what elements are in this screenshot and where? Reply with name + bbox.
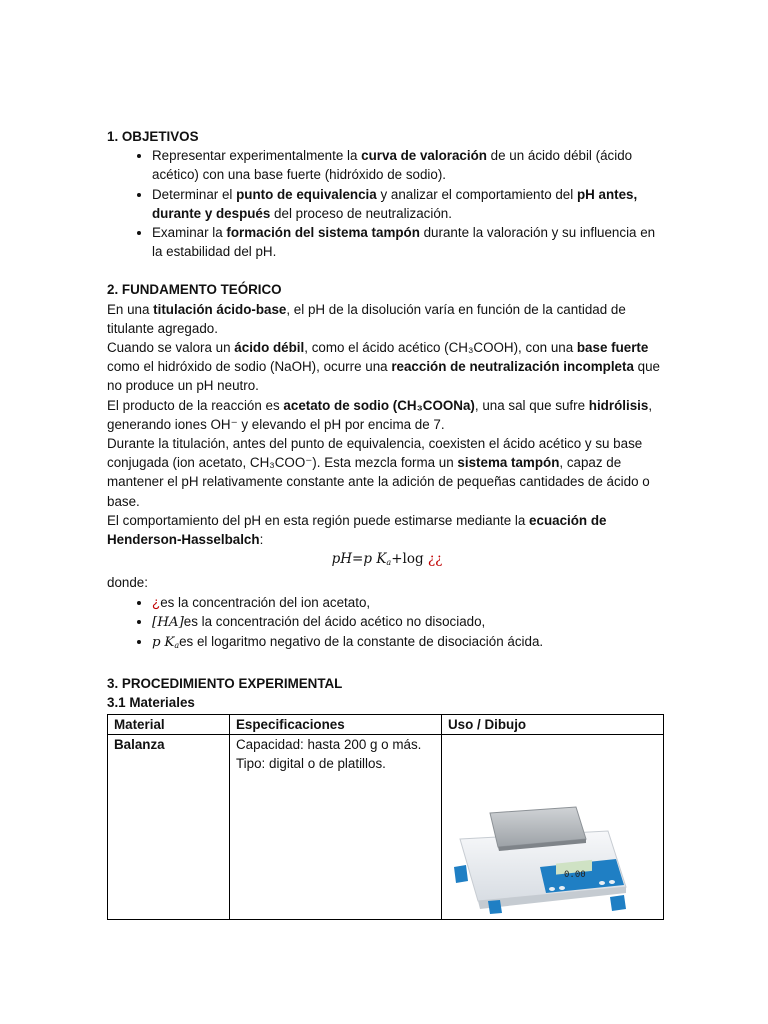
column-header-material: Material — [108, 714, 230, 734]
list-item: • [HA]es la concentración del ácido acético no disociado, — [152, 612, 667, 632]
materials-subheading: 3.1 Materiales — [107, 695, 195, 711]
cell-specifications: Capacidad: hasta 200 g o más. Tipo: digital o de platillos. — [230, 734, 442, 919]
cell-use-drawing — [442, 734, 664, 919]
section-3-heading: 3. PROCEDIMIENTO EXPERIMENTAL — [107, 676, 343, 692]
list-item: • Examinar la formación del sistema tampón durante la valoración y su influencia en la estabilidad del pH. — [152, 223, 667, 261]
section-2-heading: 2. FUNDAMENTO TEÓRICO — [107, 282, 282, 298]
table-header-row — [108, 714, 664, 734]
list-item: • Determinar el punto de equivalencia y analizar el comportamiento del pH antes, durante y después del proceso de neutralización. — [152, 185, 667, 223]
list-item: • Representar experimentalmente la curva de valoración de un ácido débil (ácido acético) con una base fuerte (hidróxido de sodio). — [152, 146, 667, 184]
paragraph: En una titulación ácido-base, el pH de la disolución varía en función de la cantidad de titulante agregado. — [107, 301, 626, 336]
list-item: • p $K_aes$ el logaritmo negativo de la constante de disociación ácida. — [152, 632, 667, 655]
table-row — [108, 734, 664, 919]
paragraph: El comportamiento del pH en esta región puede estimarse mediante la ecuación de Henderson-Hasselbalch: — [107, 512, 607, 548]
digital-balance-image — [448, 769, 648, 919]
cell-material: Balanza — [108, 734, 230, 919]
paragraph: Cuando se valora un ácido débil, como el ácido acético (CH₃COOH), con una base fuerte como el hidróxido de sodio (NaOH), ocurre una reacción de neutralización incompleta que no produce un pH neutro. — [107, 340, 660, 394]
column-header-use: Uso / Dibujo — [442, 714, 664, 734]
document-page — [107, 127, 667, 920]
materials-table — [107, 714, 664, 920]
balance-illustration — [448, 769, 648, 919]
definitions-list — [107, 593, 667, 656]
list-item: • ¿es la concentración del ion acetato, — [152, 593, 667, 612]
paragraph: El producto de la reacción es acetato de sodio (CH₃COONa), una sal que sufre hidrólisis, generando iones OH⁻ y elevando el pH por encima de 7. — [107, 397, 653, 432]
balance-display-text: 0.00 — [564, 869, 586, 880]
section-1-heading: 1. OBJETIVOS — [107, 129, 199, 144]
donde-label: donde: — [107, 575, 148, 591]
paragraph: Durante la titulación, antes del punto de equivalencia, coexisten el ácido acético y su base conjugada (ion acetato, CH₃COO⁻). Esta mezcla forma un sistema tampón, capaz de mantener el pH relativamente constante ante la adición de pequeñas cantidades de ácido o base. — [107, 436, 650, 509]
objectives-list — [107, 146, 667, 261]
equation-symbol: ¿¿ — [427, 551, 443, 568]
column-header-specifications: Especificaciones — [230, 714, 442, 734]
henderson-hasselbalch-equation: pH=p $K_a+\log$ ¿¿ — [331, 551, 443, 568]
